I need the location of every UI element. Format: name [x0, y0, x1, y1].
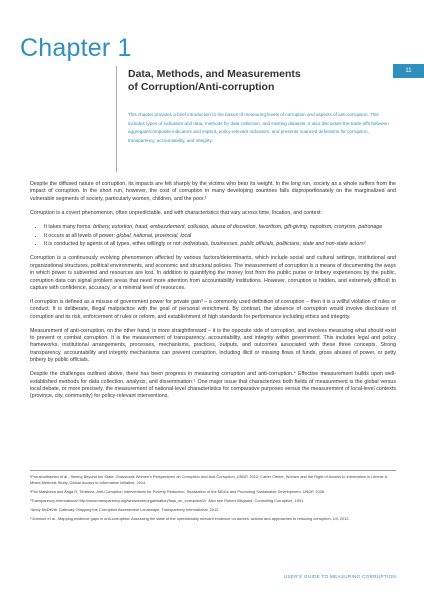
- list-item: [44, 224, 396, 231]
- paragraph-5: Measurement of anti-corruption, on the other hand, is more straightforward – it is the opposite side of corruption, and involves measuring what should exist to prevent or combat corruption. It is the measurement of transparency, accountability, and integrity within government. This includes legal and policy frameworks, institutional arrangements, processes, mechanisms, practices, outputs, and outcomes associated with these three concepts. Strong transparency, accountability and integrity mechanisms can prevent corruption, including illicit or missing flows of funds, gross abuses of power, or petty bribery by public officials.: [30, 327, 396, 364]
- paragraph-1: Despite the diffused nature of corruption, its impacts are felt sharply by the victims who bear its weight. In the long run, society as a whole suffers from the impact of corruption. In the short run, however, the cost of corruption in many developing countries falls disproportionately on the marginalized and vulnerable segments of society, particularly women, children, and the poor.¹: [30, 181, 396, 202]
- list-item-detail: bribery, extortion, fraud, embezzlement, collusion, abuse of discretion, favoritism, gift-giving, nepotism, cronyism, patronage: [93, 223, 383, 230]
- list-item-detail: global, national, provincial, local: [116, 232, 192, 239]
- footnote-3: ³Transparency International http://www.transparency.org/whoweare/organisation/faqs_on_corruption/2/. Also see Robert Klitgaard, Controlling Corruption, 1991.: [30, 497, 305, 503]
- list-item-lead: It is conducted by agents of all types, either willingly or not:: [44, 241, 184, 248]
- list-item-lead: It occurs at all levels of power:: [44, 232, 117, 239]
- page-footer: USER'S GUIDE TO MEASURING CORRUPTION: [283, 574, 396, 579]
- footnotes: [30, 474, 396, 525]
- footnote-5: ⁵Johnson et al., Mapping evidence gaps in anti-corruption: Assessing the state of the operationally relevant evidence on donors' actions and approaches to reducing corruption, U4, 2012.: [30, 515, 350, 521]
- corruption-characteristics-list: [30, 224, 396, 249]
- chapter-title: [128, 68, 378, 94]
- footnote-2: ²Phil Matsheza and Anga R. Timilsina, Anti-Corruption Interventions for Poverty Reduction, Realization of the MDGs and Promoting Sustainable Development, UNDP, 2008.: [30, 488, 326, 494]
- footnote-divider: [30, 470, 396, 471]
- footnote-1: ¹Purushothaman et al., Seeing Beyond the State: Grassroots Women's Perspectives on Corruption And Anti-Corruption, UNDP, 2012; Carter Center, Women and the Right of Access to Information in Liberia: A Mixed-Methods Study. Global Access to Information Initiative, 2014.: [30, 474, 388, 485]
- chapter-title-line1: Data, Methods, and Measurements: [128, 68, 301, 80]
- paragraph-4: If corruption is defined as a misuse of government power for private gain³ – a commonly used definition of corruption – then it is a willful violation of rules or conduct. It is deliberate, illegal malpractice with the goal of personal enrichment. By contrast, the absence of corruption would involve disclosure of corruption and its risk, enforcement of rules or reform, and establishment of high standards for performance including ethics and integrity.: [30, 298, 396, 320]
- paragraph-6: Despite the challenges outlined above, there has been progress in measuring corruption and anti-corruption.⁴ Effective measurement builds upon well-established methods for data collection, analysis, and dissemination.⁵ One major issue that characterizes both fields of measurement is the global versus local debate, or more precisely, the measurement of national-level characteristics for comparative purposes versus the measurement of local-level contexts (province, city, community) for policy-relevant interventions.: [30, 371, 396, 400]
- chapter-heading: Chapter 1: [20, 34, 132, 62]
- list-item: [44, 241, 396, 248]
- footnote-4: ⁴Andy McDevitt, Gateway: Mapping the Corruption Assessment Landscape, Transparency International, 2012.: [30, 506, 220, 512]
- list-item-detail: individuals, businesses, public officials, politicians, state and non-state actors²: [183, 241, 366, 248]
- title-divider-line: [116, 66, 117, 172]
- body-text: [30, 181, 396, 407]
- list-item: [44, 233, 396, 240]
- paragraph-2: Corruption is a covert phenomenon, often unpredictable, and with characteristics that vary across time, location, and context:: [30, 209, 323, 216]
- page-number-tab: 11: [393, 64, 424, 78]
- paragraph-3: Corruption is a continuously evolving phenomenon affected by various factors/determinants, which include social and cultural settings, institutional and organizational structures, political environments, and economic and structural policies. The measurement of corruption is a means of documenting the ways in which power is subverted and resources are lost. In addition to quantifying the money lost from the public purse or bribery experiences by the public, corruption data can signal problem areas that need more attention from accountability institutions. However, corruption is hidden, and extremely difficult to capture with confidence, accuracy, or a minimal level of resources.: [30, 255, 396, 291]
- list-item-lead: It takes many forms:: [44, 223, 94, 230]
- chapter-title-line2: of Corruption/Anti-corruption: [128, 81, 275, 93]
- chapter-abstract: This chapter provides a brief introduction to the basics of measuring levels of corruption and aspects of anti-corruption. This includes types of indicators and data, methods for data collection, and existing datasets. It also discusses the trade-offs between aggregate/composite indicators and explicit, policy-relevant indicators, and presents nuanced definitions for corruption, transparency, accountability, and integrity.: [128, 112, 389, 143]
